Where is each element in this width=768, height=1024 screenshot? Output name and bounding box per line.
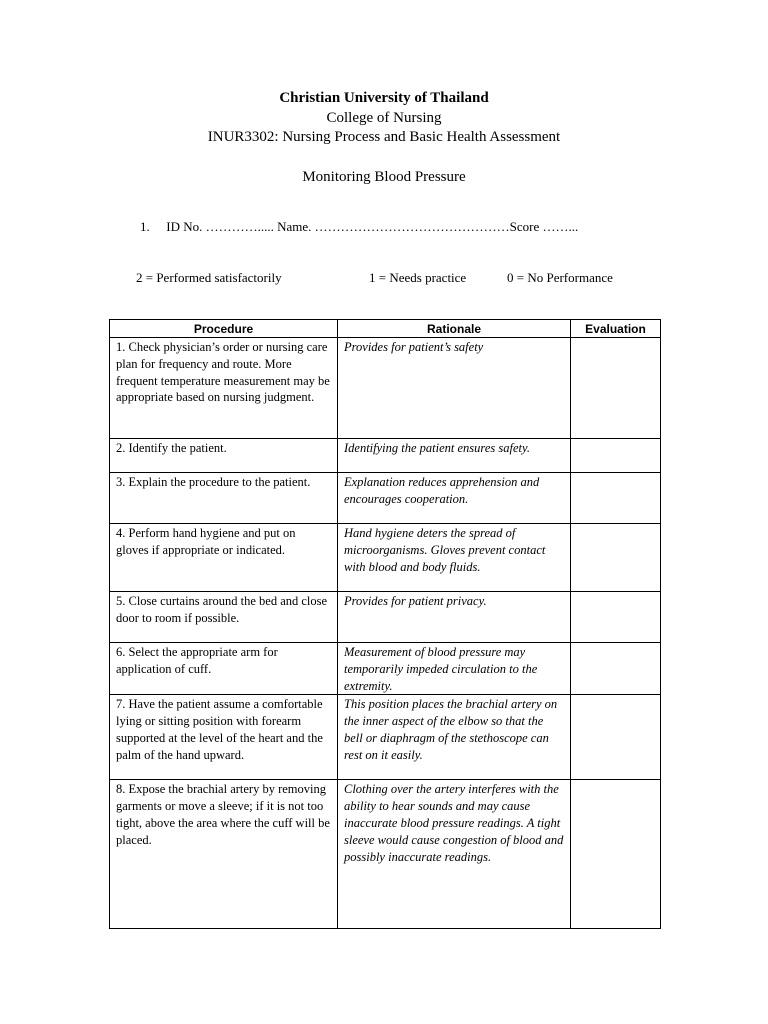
procedure-table [109, 319, 661, 929]
header-procedure: Procedure [110, 320, 338, 338]
table-row [110, 780, 661, 929]
id-line-number: 1. [140, 219, 150, 234]
table-row [110, 592, 661, 643]
header-rationale: Rationale [338, 320, 571, 338]
legend-no-performance: 0 = No Performance [507, 270, 613, 285]
id-line [140, 219, 578, 235]
procedure-cell: 7. Have the patient assume a comfortable lying or sitting position with forearm supported at the level of the heart and the palm of the hand upward. [110, 695, 338, 780]
course-title: INUR3302: Nursing Process and Basic Health Assessment [207, 129, 561, 145]
table-row [110, 473, 661, 524]
evaluation-cell[interactable] [571, 338, 661, 439]
table-row [110, 524, 661, 592]
procedure-cell: 5. Close curtains around the bed and close door to room if possible. [110, 592, 338, 643]
evaluation-cell[interactable] [571, 439, 661, 473]
table-row [110, 643, 661, 695]
legend-needs-practice: 1 = Needs practice [369, 270, 467, 285]
legend-performed: 2 = Performed satisfactorily [136, 270, 282, 285]
rationale-cell: Provides for patient privacy. [338, 592, 571, 643]
procedure-cell: 1. Check physician’s order or nursing care plan for frequency and route. More frequent temperature measurement may be appropriate based on nursing judgment. [110, 338, 338, 439]
document-title: Monitoring Blood Pressure [302, 169, 466, 185]
college-name: College of Nursing [326, 110, 442, 126]
table-row [110, 338, 661, 439]
header-evaluation: Evaluation [571, 320, 661, 338]
procedure-cell: 4. Perform hand hygiene and put on gloves if appropriate or indicated. [110, 524, 338, 592]
rationale-cell: Hand hygiene deters the spread of microorganisms. Gloves prevent contact with blood and body fluids. [338, 524, 571, 592]
table-row [110, 695, 661, 780]
evaluation-cell[interactable] [571, 592, 661, 643]
evaluation-cell[interactable] [571, 780, 661, 929]
rationale-cell: Clothing over the artery interferes with the ability to hear sounds and may cause inaccurate blood pressure readings. A tight sleeve would cause congestion of blood and possibly inaccurate readings. [338, 780, 571, 929]
rationale-cell: This position places the brachial artery on the inner aspect of the elbow so that the bell or diaphragm of the stethoscope can rest on it easily. [338, 695, 571, 780]
evaluation-cell[interactable] [571, 524, 661, 592]
evaluation-cell[interactable] [571, 473, 661, 524]
rationale-cell: Measurement of blood pressure may temporarily impeded circulation to the extremity. [338, 643, 571, 695]
table-header-row [110, 320, 661, 338]
rationale-cell: Provides for patient’s safety [338, 338, 571, 439]
procedure-cell: 3. Explain the procedure to the patient. [110, 473, 338, 524]
evaluation-cell[interactable] [571, 643, 661, 695]
procedure-cell: 8. Expose the brachial artery by removing garments or move a sleeve; if it is not too tight, above the area where the cuff will be placed. [110, 780, 338, 929]
table-row [110, 439, 661, 473]
rationale-cell: Explanation reduces apprehension and encourages cooperation. [338, 473, 571, 524]
rationale-cell: Identifying the patient ensures safety. [338, 439, 571, 473]
evaluation-cell[interactable] [571, 695, 661, 780]
procedure-cell: 2. Identify the patient. [110, 439, 338, 473]
id-line-fields: ID No. …………..... Name. ………………………………………Score ……... [166, 219, 579, 234]
procedure-cell: 6. Select the appropriate arm for application of cuff. [110, 643, 338, 695]
university-name: Christian University of Thailand [279, 90, 489, 106]
